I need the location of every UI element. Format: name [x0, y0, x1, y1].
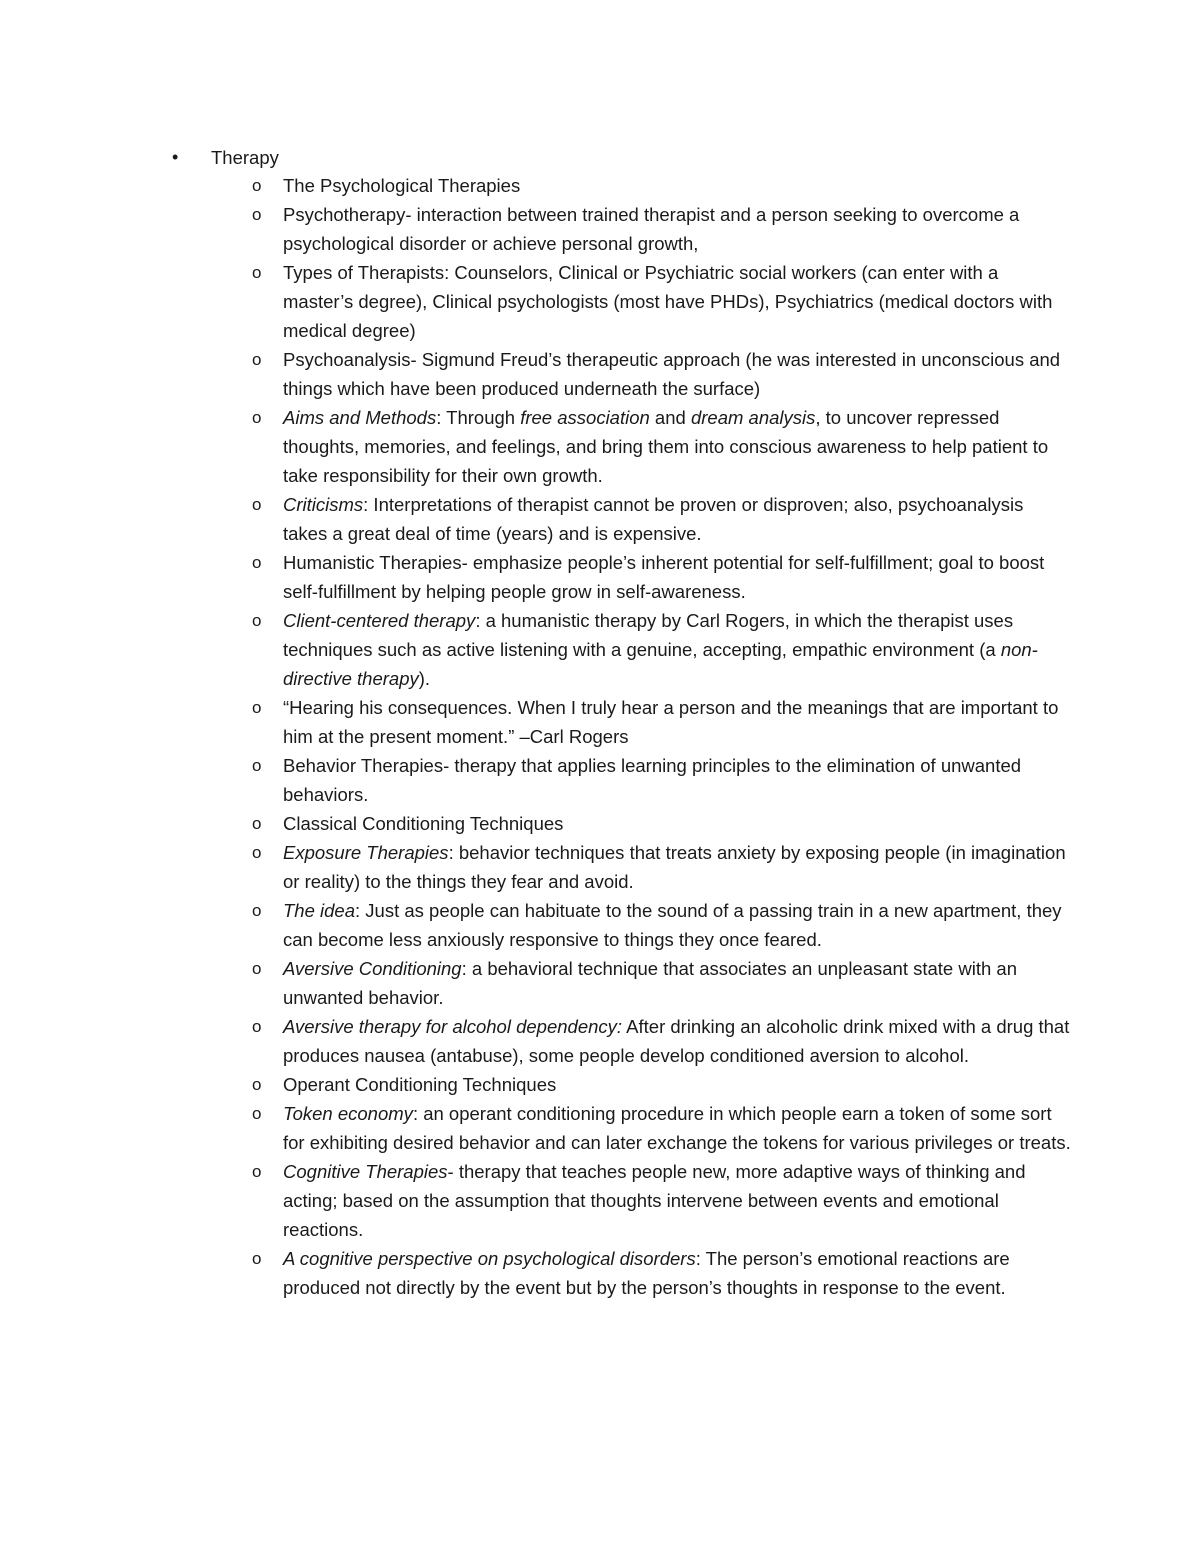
sub-bullet-marker: o [252, 843, 262, 862]
list-item [172, 1012, 1072, 1070]
list-item-text [283, 345, 1072, 403]
list-item-text [283, 693, 1072, 751]
italic-term: Aversive Conditioning [283, 958, 462, 979]
list-item-text [283, 1012, 1072, 1070]
italic-term: Aims and Methods [283, 407, 437, 428]
list-item-text [283, 490, 1072, 548]
sub-bullet-marker: o [252, 698, 262, 717]
text-segment: After drinking an alcoholic drink mixed with a drug that produces nausea (antabuse), some people develop conditioned aversion to alcohol. [283, 1016, 1070, 1066]
text-segment: : Through [436, 407, 521, 428]
sub-bullet-marker: o [252, 408, 262, 427]
text-segment: : The person’s emotional reactions are produced not directly by the event but by the person’s thoughts in response to the event. [283, 1248, 1010, 1298]
list-item [172, 200, 1072, 258]
italic-term: Token economy [283, 1103, 413, 1124]
sub-bullet-marker: o [252, 901, 262, 920]
sub-bullet-marker: o [252, 611, 262, 630]
italic-term: Aversive therapy for alcohol dependency: [283, 1016, 623, 1037]
list-item [172, 171, 1072, 200]
sub-bullet-marker: o [252, 1104, 262, 1123]
list-item [172, 490, 1072, 548]
list-item [172, 258, 1072, 345]
text-segment: Behavior Therapies- therapy that applies learning principles to the elimination of unwanted behaviors. [283, 755, 1022, 805]
list-item-text [283, 258, 1072, 345]
italic-term: Exposure Therapies [283, 842, 449, 863]
italic-term: Cognitive Therapies [283, 1161, 448, 1182]
list-item [172, 548, 1072, 606]
list-item [172, 606, 1072, 693]
sub-bullet-marker: o [252, 1162, 262, 1181]
list-item [172, 1157, 1072, 1244]
text-segment: Types of Therapists: Counselors, Clinical or Psychiatric social workers (can enter with a master’s degree), Clinical psychologists (most have PHDs), Psychiatrics (medical doctors with medical degree) [283, 262, 1053, 341]
list-item [172, 954, 1072, 1012]
list-item-text [283, 403, 1072, 490]
text-segment: Psychoanalysis- Sigmund Freud’s therapeutic approach (he was interested in unconscious and things which have been produced underneath the surface) [283, 349, 1061, 399]
text-segment: Psychotherapy- interaction between trained therapist and a person seeking to overcome a psychological disorder or achieve personal growth, [283, 204, 1020, 254]
text-segment: ). [418, 668, 431, 689]
list-item [172, 403, 1072, 490]
sub-bullet-marker: o [252, 756, 262, 775]
list-item [172, 896, 1072, 954]
sub-bullet-list [172, 171, 1072, 1302]
italic-term: The idea [283, 900, 355, 921]
text-segment: Classical Conditioning Techniques [283, 813, 564, 834]
list-item [172, 751, 1072, 809]
list-item-text [283, 954, 1072, 1012]
text-segment: The Psychological Therapies [283, 175, 521, 196]
list-item [172, 838, 1072, 896]
text-segment: : behavior techniques that treats anxiety by exposing people (in imagination or reality) to the things they fear and avoid. [283, 842, 1066, 892]
text-segment: , to uncover repressed thoughts, memories, and feelings, and bring them into conscious awareness to help patient to take responsibility for their own growth. [283, 407, 1049, 486]
list-item-text [283, 809, 1072, 838]
italic-term: A cognitive perspective on psychological disorders [283, 1248, 696, 1269]
list-item-text [283, 606, 1072, 693]
italic-term: non-directive therapy [283, 639, 1038, 689]
list-item-text [283, 1099, 1072, 1157]
list-item [172, 345, 1072, 403]
list-item-text [283, 1244, 1072, 1302]
italic-term: Criticisms [283, 494, 364, 515]
text-segment: Humanistic Therapies- emphasize people’s inherent potential for self-fulfillment; goal to boost self-fulfillment by helping people grow in self-awareness. [283, 552, 1045, 602]
sub-bullet-marker: o [252, 205, 262, 224]
italic-term: Client-centered therapy [283, 610, 476, 631]
text-segment: : an operant conditioning procedure in which people earn a token of some sort for exhibiting desired behavior and can later exchange the tokens for various privileges or treats. [283, 1103, 1071, 1153]
italic-term: free association [520, 407, 650, 428]
text-segment: : a humanistic therapy by Carl Rogers, in which the therapist uses techniques such as active listening with a genuine, accepting, empathic environment (a [283, 610, 1014, 660]
list-item [172, 693, 1072, 751]
sub-bullet-marker: o [252, 959, 262, 978]
sub-bullet-marker: o [252, 350, 262, 369]
list-item [172, 1099, 1072, 1157]
text-segment: : Interpretations of therapist cannot be proven or disproven; also, psychoanalysis takes a great deal of time (years) and is expensive. [283, 494, 1024, 544]
list-item-text [283, 896, 1072, 954]
list-item-text [283, 751, 1072, 809]
list-item-text [283, 1157, 1072, 1244]
sub-bullet-marker: o [252, 814, 262, 833]
text-segment: Operant Conditioning Techniques [283, 1074, 557, 1095]
italic-term: dream analysis [690, 407, 816, 428]
text-segment: - therapy that teaches people new, more adaptive ways of thinking and acting; based on the assumption that thoughts intervene between events and emotional reactions. [283, 1161, 1026, 1240]
text-segment: : Just as people can habituate to the sound of a passing train in a new apartment, they can become less anxiously responsive to things they once feared. [283, 900, 1062, 950]
list-item-text [283, 1070, 1072, 1099]
sub-bullet-marker: o [252, 1017, 262, 1036]
list-item [172, 1070, 1072, 1099]
list-item-text [283, 838, 1072, 896]
sub-bullet-marker: o [252, 263, 262, 282]
list-item [172, 1244, 1072, 1302]
sub-bullet-marker: o [252, 495, 262, 514]
text-segment: and [649, 407, 691, 428]
sub-bullet-marker: o [252, 1249, 262, 1268]
sub-bullet-marker: o [252, 553, 262, 572]
bullet-marker: • [172, 147, 179, 167]
list-item [172, 809, 1072, 838]
list-item-text [283, 200, 1072, 258]
text-segment: : a behavioral technique that associates an unpleasant state with an unwanted behavior. [283, 958, 1017, 1008]
list-item-text [283, 548, 1072, 606]
sub-bullet-marker: o [252, 176, 262, 195]
list-item-text [283, 171, 1072, 200]
sub-bullet-marker: o [252, 1075, 262, 1094]
outline-heading: Therapy [211, 147, 279, 168]
text-segment: “Hearing his consequences. When I truly hear a person and the meanings that are important to him at the present moment.” –Carl Rogers [283, 697, 1059, 747]
